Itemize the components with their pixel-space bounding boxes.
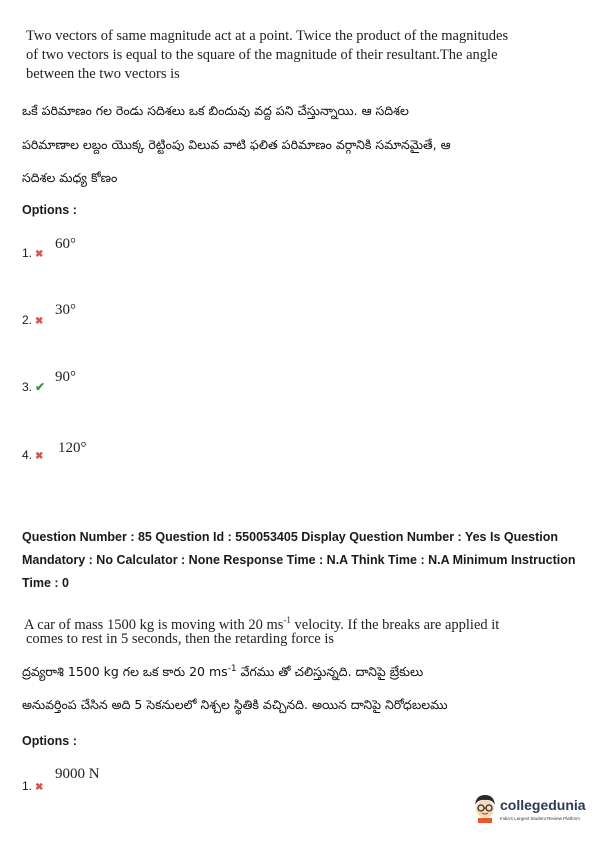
q84-options-label: Options : [22, 203, 77, 217]
cross-icon: ✖ [35, 249, 44, 260]
brand-tagline: India's Largest Student Review Platform [500, 816, 580, 821]
q85-telugu-line-1 [22, 664, 423, 683]
option-value: 120° [58, 440, 87, 456]
q85-telugu-text-b: వేగము తో చలిస్తున్నది. దానిపై బ్రేకులు [236, 664, 424, 680]
q84-telugu-line-3: సదిశల మధ్య కోణం [22, 170, 118, 185]
checkmark-icon: ✔ [35, 380, 46, 394]
option-value: 60° [55, 236, 76, 252]
q85-options-label: Options : [22, 734, 77, 748]
option-number: 3. [22, 380, 33, 394]
mascot-icon [472, 793, 498, 823]
option-value: 90° [55, 369, 76, 385]
brand-name: collegedunia [500, 797, 586, 813]
q84-english-line-2: of two vectors is equal to the square of the magnitude of their resultant.The angle [26, 47, 498, 63]
q85-telugu-superscript: -1 [227, 664, 237, 674]
option-number: 1. [22, 246, 33, 260]
q84-telugu-line-1: ఒకే పరిమాణం గల రెండు సదిశలు ఒక బిందువు వద్ద పని చేస్తున్నాయి. ఆ సదిశల [22, 103, 409, 118]
option-number: 4. [22, 448, 33, 462]
q84-english-line-3: between the two vectors is [26, 66, 180, 82]
q85-english-text-b: velocity. If the breaks are applied it [290, 616, 500, 633]
q85-english-text-a: A car of mass 1500 kg is moving with 20 ms [24, 616, 284, 633]
q85-telugu-text-a: ద్రవ్యరాశి 1500 kg గల ఒక కారు 20 ms [22, 664, 228, 680]
q85-english-line-2: comes to rest in 5 seconds, then the retarding force is [26, 631, 335, 647]
option-value: 30° [55, 302, 76, 318]
q84-telugu-line-2: పరిమాణాల లబ్దం యొక్క రెట్టింపు విలువ వాటి ఫలిత పరిమాణం వర్గానికి సమానమైతే, ఆ [22, 137, 451, 152]
q85-english-superscript: -1 [283, 615, 291, 625]
option-value: 9000 N [55, 766, 100, 782]
q85-meta [22, 526, 582, 595]
q85-telugu-line-2: అనువర్తింప చేసిన అది 5 సెకనులలో నిశ్చల స్థితికి వచ్చినది. అయిన దానిపై నిరోధబలము [22, 697, 448, 712]
cross-icon: ✖ [35, 451, 44, 462]
q85-meta-line-3: Time : 0 [22, 576, 70, 590]
option-number: 1. [22, 779, 33, 793]
cross-icon: ✖ [35, 316, 44, 327]
q85-meta-line-1: Question Number : 85 Question Id : 550053405 Display Question Number : Yes Is Question [22, 530, 559, 544]
option-number: 2. [22, 313, 33, 327]
cross-icon: ✖ [35, 782, 44, 793]
q85-meta-line-2: Mandatory : No Calculator : None Response Time : N.A Think Time : N.A Minimum Instruction [22, 553, 576, 567]
q84-english-line-1: Two vectors of same magnitude act at a point. Twice the product of the magnitudes [26, 28, 509, 44]
